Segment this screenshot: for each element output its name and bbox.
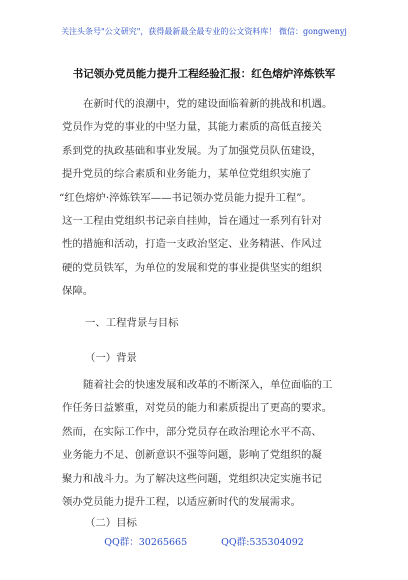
background-paragraph: [62, 374, 352, 514]
footer-contacts: [0, 534, 408, 548]
text-line: 这一工程由党组织书记亲自挂帅，旨在通过一系列有针对: [62, 215, 322, 228]
document-title: 书记领办党员能力提升工程经验汇报：红色熔炉淬炼铁军: [72, 68, 336, 80]
qq-group-link[interactable]: QQ群：30265665: [104, 537, 188, 548]
text-line: 领办党员能力提升工程，以适应新时代的发展需求。: [62, 496, 301, 509]
section-heading: 一、工程背景与目标: [85, 317, 179, 329]
text-line: 聚力和战斗力。为了解决这些问题，党组织决定实施书记: [62, 472, 322, 485]
text-line: 在新时代的浪潮中，党的建设面临着新的挑战和机遇。: [83, 98, 333, 110]
text-line: 系到党的执政基础和事业发展。为了加强党员队伍建设，: [62, 144, 322, 157]
text-line: 硬的党员铁军，为单位的发展和党的事业提供坚实的组织: [62, 261, 322, 274]
subsection-heading: （一）背景: [85, 352, 137, 364]
subsection-heading: （二）目标: [85, 517, 137, 529]
qq-group-link[interactable]: QQ群:535304092: [221, 537, 304, 548]
text-line: 性的措施和活动，打造一支政治坚定、业务精湛、作风过: [62, 238, 322, 251]
text-line: 提升党员的综合素质和业务能力，某单位党组织实施了: [62, 168, 312, 181]
top-banner: 关注头条号"公文研究"，获得最新最全最专业的公文资料库！ 微信：gongwenyj: [61, 27, 347, 36]
text-line: 随着社会的快速发展和改革的不断深入，单位面临的工: [83, 379, 333, 391]
text-line: 业务能力不足、创新意识不强等问题，影响了党组织的凝: [62, 449, 322, 462]
text-line: “红色熔炉·淬炼铁军——书记领办党员能力提升工程”。: [59, 191, 312, 204]
text-line: 作任务日益繁重，对党员的能力和素质提出了更高的要求。: [62, 402, 333, 415]
intro-paragraph: [59, 93, 352, 304]
text-line: 党员作为党的事业的中坚力量，其能力素质的高低直接关: [62, 121, 322, 134]
text-line: 然而，在实际工作中，部分党员存在政治理论水平不高、: [62, 425, 322, 438]
text-line: 保障。: [62, 285, 94, 298]
